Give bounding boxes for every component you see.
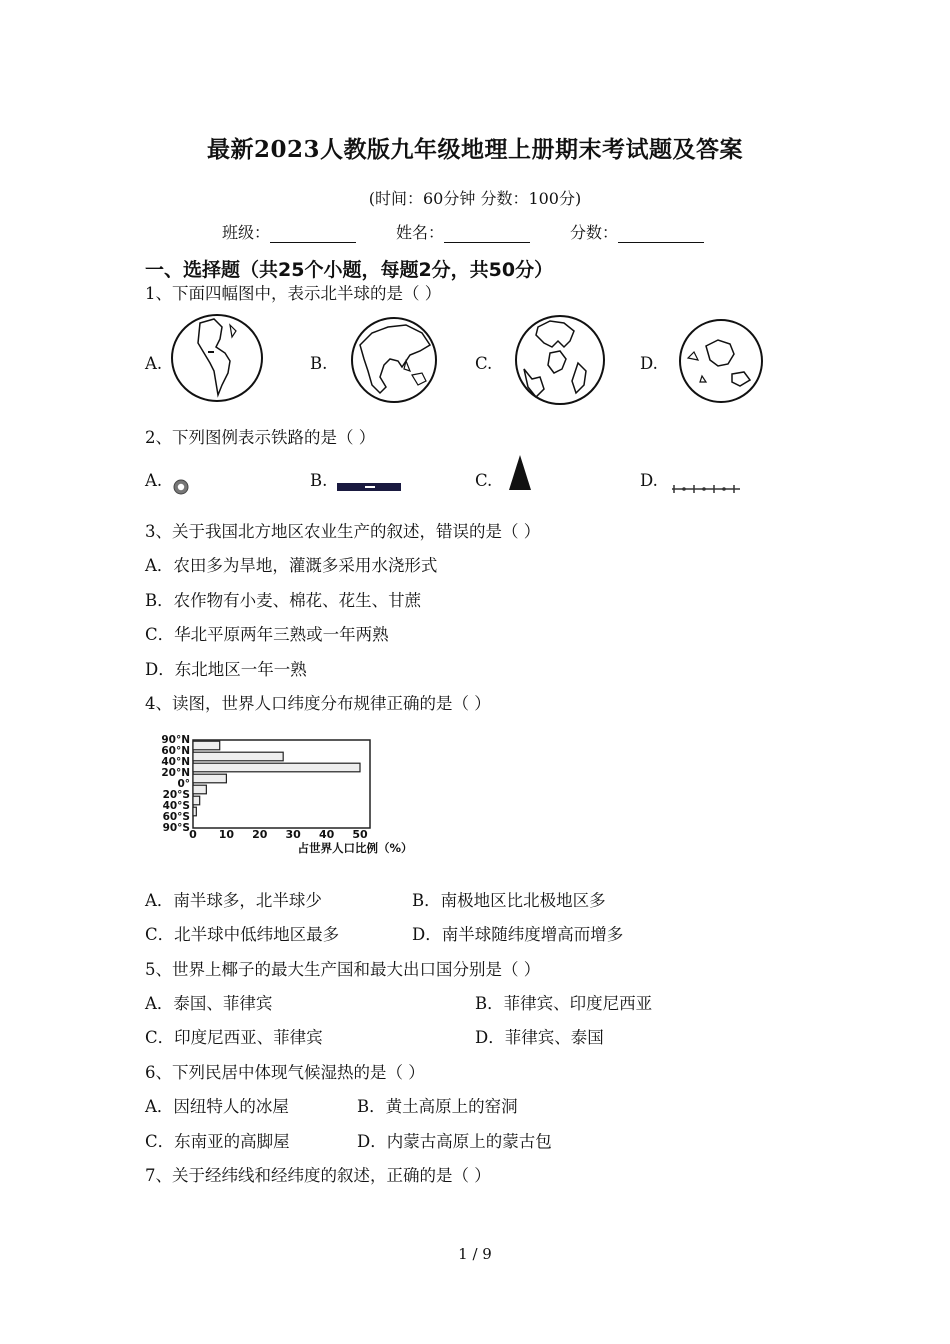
q4-option-d: D．南半球随纬度增高而增多 (412, 925, 624, 944)
x-axis-label: 占世界人口比例（%） (297, 841, 413, 855)
population-latitude-chart (145, 730, 445, 860)
q6-option-a: A．因纽特人的冰屋 (145, 1097, 289, 1116)
q1-label-c: C. (475, 354, 493, 373)
class-blank[interactable] (270, 224, 356, 243)
name-blank[interactable] (444, 224, 530, 243)
x-tick-label: 40 (318, 828, 335, 841)
globe-a-image (170, 313, 266, 403)
y-tick-label: 60°S (162, 811, 190, 823)
x-tick-label: 0 (189, 828, 197, 841)
question-7-stem: 7、关于经纬线和经纬度的叙述，正确的是（ ） (145, 1166, 491, 1185)
y-tick-label: 40°S (162, 800, 190, 812)
exam-info: (时间：60分钟 分数：100分) (368, 189, 582, 208)
city-symbol-icon (172, 478, 190, 496)
question-2-stem: 2、下列图例表示铁路的是（ ） (145, 428, 376, 447)
q3-option-d: D．东北地区一年一熟 (145, 660, 307, 679)
road-symbol-icon (337, 482, 401, 492)
bar-0°-20°N (193, 774, 226, 783)
railway-symbol-icon (670, 483, 742, 495)
q2-label-b: B. (310, 471, 328, 490)
q2-label-a: A. (145, 471, 163, 490)
q5-option-c: C．印度尼西亚、菲律宾 (145, 1028, 323, 1047)
q4-option-b: B．南极地区比北极地区多 (412, 891, 606, 910)
q5-option-d: D．菲律宾、泰国 (475, 1028, 604, 1047)
y-tick-label: 0° (177, 778, 190, 790)
globe-b-image (350, 315, 440, 405)
question-1-stem: 1、下面四幅图中，表示北半球的是（ ） (145, 284, 442, 303)
bar-40°S-60°S (193, 807, 196, 816)
q2-label-c: C. (475, 471, 493, 490)
x-tick-label: 20 (252, 828, 268, 841)
score-label: 分数： (570, 223, 619, 242)
q4-option-c: C．北半球中低纬地区最多 (145, 925, 340, 944)
mountain-peak-icon (507, 455, 533, 491)
bar-20°N-40°N (193, 763, 360, 772)
q1-label-b: B. (310, 354, 328, 373)
bar-0°-20°S (193, 785, 206, 794)
q1-label-a: A. (145, 354, 163, 373)
x-tick-label: 30 (285, 828, 301, 841)
class-label: 班级： (222, 223, 271, 242)
q1-label-d: D. (640, 354, 658, 373)
page-number: 1 / 9 (458, 1245, 492, 1263)
q2-label-d: D. (640, 471, 658, 490)
student-info-fields (222, 220, 704, 243)
q6-option-b: B．黄土高原上的窑洞 (357, 1097, 518, 1116)
section-heading: 一、选择题（共25个小题，每题2分，共50分） (145, 259, 554, 281)
x-tick-label: 50 (352, 828, 368, 841)
y-tick-label: 60°N (161, 745, 190, 757)
question-5-stem: 5、世界上椰子的最大生产国和最大出口国分别是（ ） (145, 960, 541, 979)
name-label: 姓名： (396, 223, 445, 242)
question-3-stem: 3、关于我国北方地区农业生产的叙述，错误的是（ ） (145, 522, 541, 541)
bar-20°S-40°S (193, 796, 200, 805)
globe-d-image (678, 318, 766, 404)
page-title: 最新2023人教版九年级地理上册期末考试题及答案 (206, 136, 743, 163)
q5-option-b: B．菲律宾、印度尼西亚 (475, 994, 653, 1013)
bar-60°N-90°N (193, 741, 220, 750)
q5-option-a: A．泰国、菲律宾 (145, 994, 273, 1013)
x-tick-label: 10 (218, 828, 235, 841)
y-tick-label: 20°N (161, 767, 190, 779)
q3-option-b: B．农作物有小麦、棉花、花生、甘蔗 (145, 591, 422, 610)
globe-c-image (514, 313, 608, 407)
q6-option-c: C．东南亚的高脚屋 (145, 1132, 290, 1151)
q4-option-a: A．南半球多，北半球少 (145, 891, 322, 910)
y-tick-label: 40°N (161, 756, 190, 768)
q3-option-a: A．农田多为旱地，灌溉多采用水浇形式 (145, 556, 438, 575)
question-4-stem: 4、读图，世界人口纬度分布规律正确的是（ ） (145, 694, 491, 713)
y-tick-label: 90°N (161, 734, 190, 746)
y-tick-label: 20°S (162, 789, 190, 801)
q3-option-c: C．华北平原两年三熟或一年两熟 (145, 625, 389, 644)
bar-40°N-60°N (193, 752, 283, 761)
y-tick-label: 90°S (162, 822, 190, 834)
score-blank[interactable] (618, 224, 704, 243)
q6-option-d: D．内蒙古高原上的蒙古包 (357, 1132, 552, 1151)
question-6-stem: 6、下列民居中体现气候湿热的是（ ） (145, 1063, 425, 1082)
